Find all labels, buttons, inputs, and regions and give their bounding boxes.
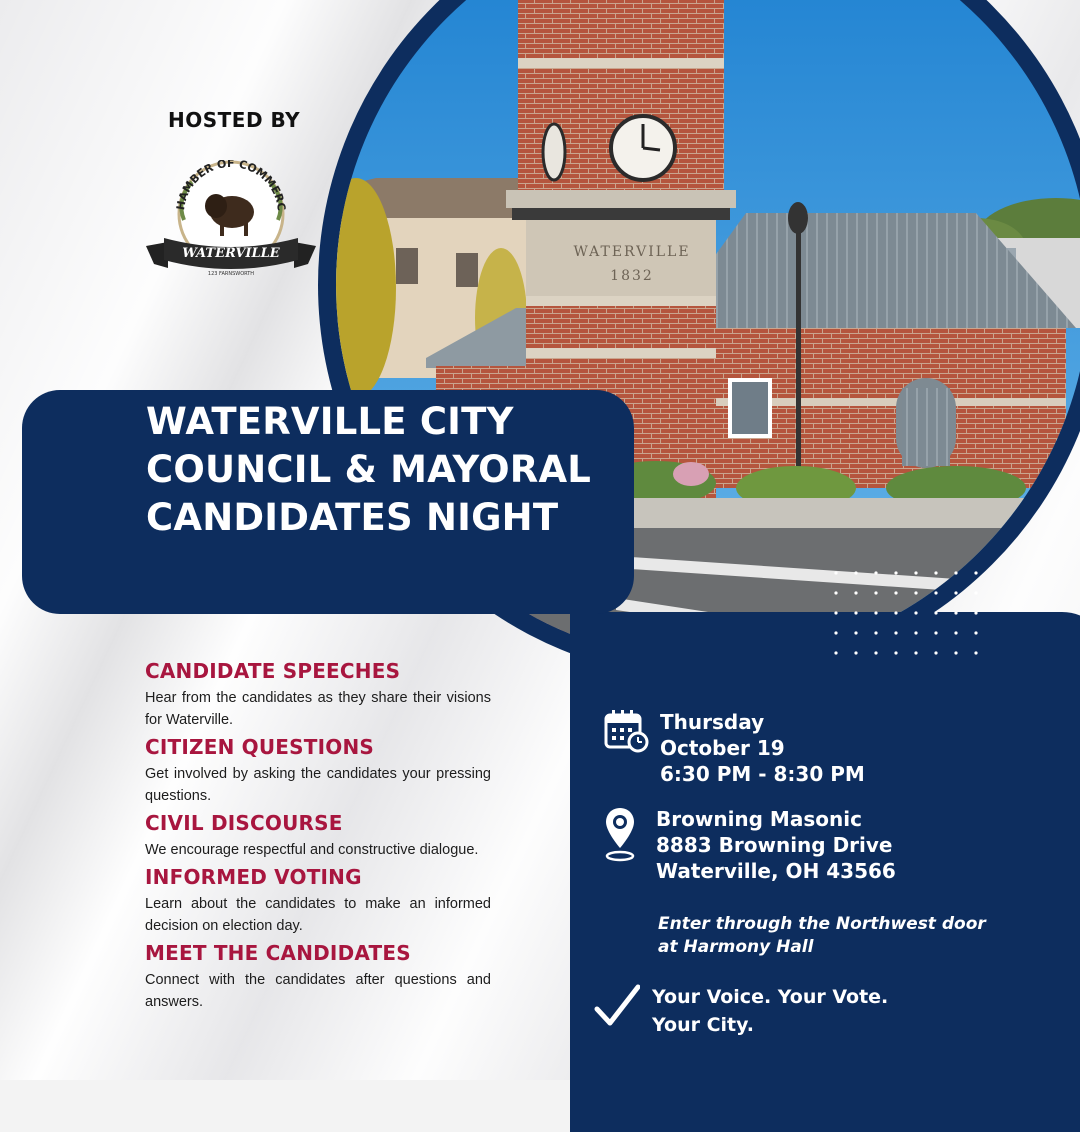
feature-candidate-speeches (145, 657, 491, 731)
feature-text: Learn about the candidates to make an informed decision on election day. (145, 896, 491, 934)
feature-heading: INFORMED VOTING (145, 865, 362, 889)
feature-citizen-questions (145, 733, 491, 807)
feature-text: Hear from the candidates as they share their visions for Waterville. (145, 690, 491, 728)
event-title: WATERVILLE CITY COUNCIL & MAYORAL CANDIDATES NIGHT (146, 400, 592, 539)
slogan-line-2: Your City. (652, 1014, 754, 1036)
slogan-line-1: Your Voice. Your Vote. (652, 986, 889, 1008)
logo-ribbon-text: WATERVILLE (182, 246, 280, 261)
feature-civil-discourse (145, 809, 491, 861)
logo-small-text: 123 FARNSWORTH (207, 271, 255, 277)
feature-text: Get involved by asking the candidates your pressing questions. (145, 766, 491, 804)
venue-name: Browning Masonic (656, 807, 862, 831)
feature-text: We encourage respectful and constructive dialogue. (145, 842, 479, 858)
tower-year-text: 1832 (610, 268, 654, 284)
logo-chamber-text: HAMBER OF COMMERC (174, 160, 288, 212)
checkmark-icon (594, 983, 640, 1029)
feature-heading: CITIZEN QUESTIONS (145, 735, 375, 759)
venue-city: Waterville, OH 43566 (656, 859, 896, 883)
feature-heading: MEET THE CANDIDATES (145, 941, 411, 965)
feature-meet-the-candidates (145, 939, 491, 1013)
map-pin-icon (604, 806, 636, 864)
slogan-row (594, 983, 952, 1039)
event-time: 6:30 PM - 8:30 PM (660, 762, 865, 786)
feature-text: Connect with the candidates after questions and answers. (145, 972, 491, 1010)
event-date-row (604, 709, 865, 787)
feature-heading: CIVIL DISCOURSE (145, 811, 343, 835)
calendar-clock-icon (604, 709, 650, 753)
event-day: Thursday (660, 710, 765, 734)
entry-note: Enter through the Northwest door at Harmony Hall (658, 914, 986, 957)
feature-heading: CANDIDATE SPEECHES (145, 659, 401, 683)
event-location-row (604, 806, 896, 884)
feature-informed-voting (145, 863, 491, 937)
tower-name-text: WATERVILLE (573, 244, 691, 260)
venue-street: 8883 Browning Drive (656, 833, 893, 857)
decorative-dot-grid (834, 570, 994, 662)
features-list (145, 657, 491, 1013)
chamber-of-commerce-logo (146, 160, 316, 280)
hosted-by-label: HOSTED BY (168, 108, 301, 132)
event-date: October 19 (660, 736, 785, 760)
